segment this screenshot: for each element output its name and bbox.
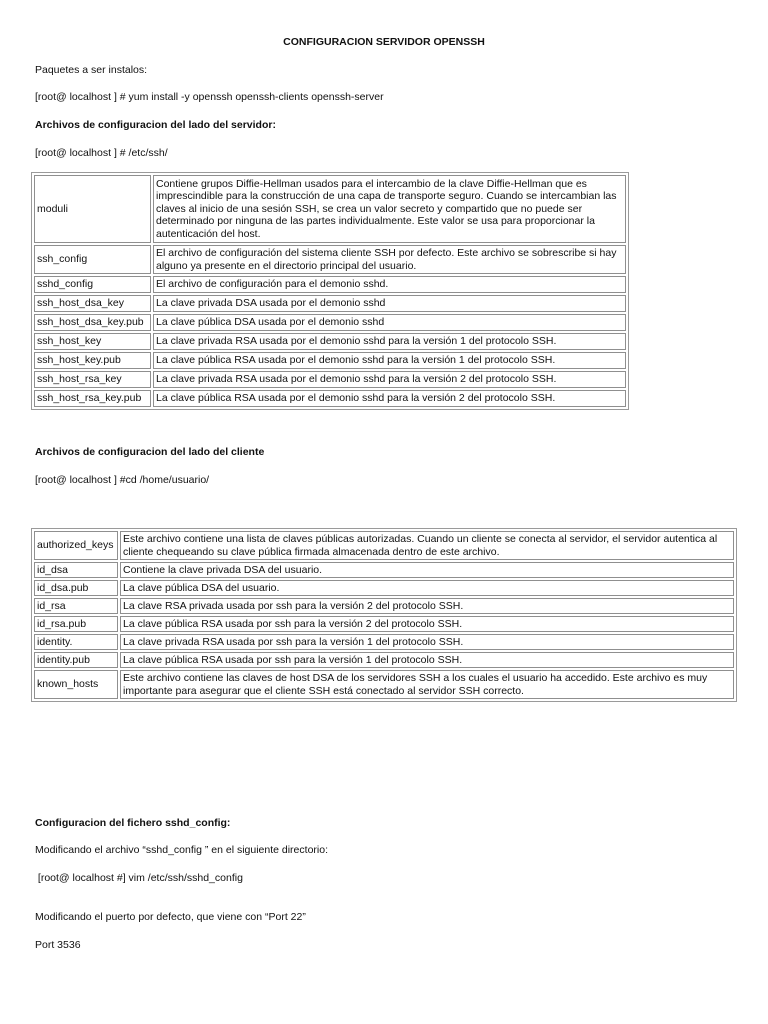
file-description: Este archivo contiene las claves de host DSA de los servidores SSH a los cuales el usuario ha accedido. Este archivo es muy importante para asegurar que el cliente SSH está conectado al servidor SSH correcto. [120, 670, 734, 699]
file-description: La clave pública RSA usada por ssh para la versión 1 del protocolo SSH. [120, 652, 734, 668]
port-instructions: Modificando el puerto por defecto, que viene con “Port 22” [35, 911, 306, 923]
file-description: La clave privada RSA usada por el demonio sshd para la versión 1 del protocolo SSH. [153, 333, 626, 350]
file-name: ssh_host_key.pub [34, 352, 151, 369]
file-description: El archivo de configuración para el demonio sshd. [153, 276, 626, 293]
file-name: authorized_keys [34, 531, 118, 560]
table-row [34, 295, 626, 312]
table-row [34, 598, 734, 614]
table-row [34, 390, 626, 407]
client-files-heading: Archivos de configuracion del lado del cliente [35, 446, 265, 458]
file-description: El archivo de configuración del sistema cliente SSH por defecto. Este archivo se sobrescribe si hay alguno ya presente en el directorio principal del usuario. [153, 245, 626, 274]
file-name: moduli [34, 175, 151, 243]
file-description: La clave RSA privada usada por ssh para la versión 2 del protocolo SSH. [120, 598, 734, 614]
file-name: identity.pub [34, 652, 118, 668]
table-row [34, 245, 626, 274]
client-directory-command: [root@ localhost ] #cd /home/usuario/ [35, 474, 210, 486]
server-files-table [31, 172, 629, 410]
file-description: La clave pública RSA usada por ssh para la versión 2 del protocolo SSH. [120, 616, 734, 632]
file-description: Contiene la clave privada DSA del usuario. [120, 562, 734, 578]
file-name: sshd_config [34, 276, 151, 293]
file-description: La clave pública DSA usada por el demonio sshd [153, 314, 626, 331]
port-value: Port 3536 [35, 939, 81, 951]
server-directory-command: [root@ localhost ] # /etc/ssh/ [35, 147, 168, 159]
table-row [34, 175, 626, 243]
table-row [34, 276, 626, 293]
table-row [34, 670, 734, 699]
file-description: La clave privada DSA usada por el demonio sshd [153, 295, 626, 312]
client-files-table [31, 528, 737, 702]
file-description: La clave privada RSA usada por ssh para la versión 1 del protocolo SSH. [120, 634, 734, 650]
file-name: known_hosts [34, 670, 118, 699]
file-description: La clave pública DSA del usuario. [120, 580, 734, 596]
packages-label: Paquetes a ser instalos: [35, 64, 148, 76]
file-name: identity. [34, 634, 118, 650]
file-name: ssh_host_rsa_key [34, 371, 151, 388]
file-name: ssh_host_rsa_key.pub [34, 390, 151, 407]
file-name: id_rsa [34, 598, 118, 614]
table-row [34, 333, 626, 350]
file-description: La clave privada RSA usada por el demonio sshd para la versión 2 del protocolo SSH. [153, 371, 626, 388]
file-name: id_dsa.pub [34, 580, 118, 596]
table-row [34, 314, 626, 331]
table-row [34, 531, 734, 560]
file-name: ssh_config [34, 245, 151, 274]
table-row [34, 652, 734, 668]
file-name: id_dsa [34, 562, 118, 578]
install-command: [root@ localhost ] # yum install -y openssh openssh-clients openssh-server [35, 91, 384, 103]
file-name: ssh_host_dsa_key.pub [34, 314, 151, 331]
table-row [34, 352, 626, 369]
file-name: ssh_host_dsa_key [34, 295, 151, 312]
file-name: id_rsa.pub [34, 616, 118, 632]
table-row [34, 371, 626, 388]
modify-instructions: Modificando el archivo “sshd_config ” en el siguiente directorio: [35, 844, 328, 856]
table-row [34, 562, 734, 578]
file-description: La clave pública RSA usada por el demonio sshd para la versión 1 del protocolo SSH. [153, 352, 626, 369]
table-row [34, 580, 734, 596]
vim-command: [root@ localhost #] vim /etc/ssh/sshd_config [35, 872, 243, 884]
sshd-config-heading: Configuracion del fichero sshd_config: [35, 817, 231, 829]
table-row [34, 634, 734, 650]
table-row [34, 616, 734, 632]
file-description: Este archivo contiene una lista de claves públicas autorizadas. Cuando un cliente se conecta al servidor, el servidor autentica al cliente chequeando su clave pública firmada almacenada dentro de este archivo. [120, 531, 734, 560]
file-description: Contiene grupos Diffie-Hellman usados para el intercambio de la clave Diffie-Hellman que es imprescindible para la construcción de una capa de transporte seguro. Cuando se intercambian las claves al inicio de una sesión SSH, se crea un valor secreto y compartido que no puede ser determinado por ninguna de las partes individualmente. Este valor se usa para proporcionar la autenticación del host. [153, 175, 626, 243]
file-description: La clave pública RSA usada por el demonio sshd para la versión 2 del protocolo SSH. [153, 390, 626, 407]
page-title: CONFIGURACION SERVIDOR OPENSSH [283, 36, 485, 48]
file-name: ssh_host_key [34, 333, 151, 350]
server-files-heading: Archivos de configuracion del lado del servidor: [35, 119, 276, 131]
